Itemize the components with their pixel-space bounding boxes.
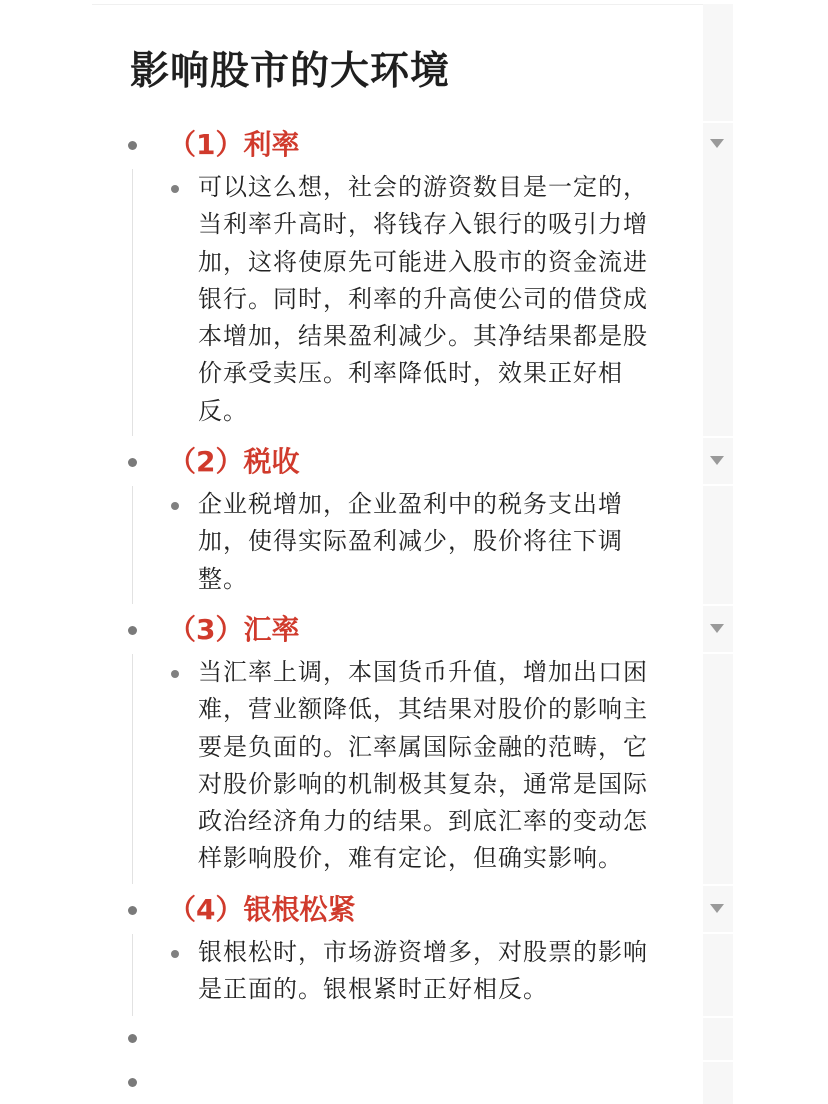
collapse-caret-icon[interactable]	[710, 456, 724, 465]
outline-section-tax	[0, 438, 828, 604]
indent-guide-line	[132, 654, 133, 884]
bullet-dot-icon[interactable]	[128, 458, 137, 467]
gutter-separator	[703, 1060, 733, 1062]
section-body-text: 企业税增加，企业盈利中的税务支出增加，使得实际盈利减少，股价将往下调整。	[198, 490, 623, 593]
bullet-dot-icon[interactable]	[171, 670, 179, 678]
outline-child-block	[0, 654, 828, 884]
bullet-dot-icon[interactable]	[128, 906, 137, 915]
bullet-dot-icon[interactable]	[171, 185, 179, 193]
outline-heading-row[interactable]	[0, 606, 828, 654]
outline-heading-row[interactable]	[0, 438, 828, 486]
top-divider	[92, 4, 732, 5]
outline-child-block	[0, 486, 828, 604]
empty-outline-item-bullet-icon[interactable]	[128, 1034, 137, 1043]
section-body-text: 当汇率上调，本国货币升值，增加出口困难，营业额降低，其结果对股价的影响主要是负面的。汇率属国际金融的范畴，它对股价影响的机制极其复杂，通常是国际政治经济角力的结果。到底汇率的变动怎样影响股价，难有定论，但确实影响。	[198, 658, 648, 873]
outline-heading-row[interactable]	[0, 886, 828, 934]
outline-heading-row[interactable]	[0, 121, 828, 169]
outline-section-exchange-rate	[0, 606, 828, 884]
indent-guide-line	[132, 934, 133, 1016]
collapse-caret-icon[interactable]	[710, 139, 724, 148]
outline-child-block	[0, 934, 828, 1016]
section-heading: （4）银根松紧	[168, 893, 356, 926]
outline-section-money-supply	[0, 886, 828, 1016]
page-title: 影响股市的大环境	[130, 49, 451, 94]
collapse-caret-icon[interactable]	[710, 904, 724, 913]
section-heading: （1）利率	[168, 128, 300, 161]
section-heading: （2）税收	[168, 445, 300, 478]
bullet-dot-icon[interactable]	[128, 141, 137, 150]
outline-section-interest-rate	[0, 121, 828, 436]
bullet-dot-icon[interactable]	[171, 502, 179, 510]
gutter-separator	[703, 1016, 733, 1018]
bullet-dot-icon[interactable]	[128, 626, 137, 635]
bullet-dot-icon[interactable]	[171, 950, 179, 958]
section-body-text: 银根松时，市场游资增多，对股票的影响是正面的。银根紧时正好相反。	[198, 938, 648, 1004]
indent-guide-line	[132, 169, 133, 436]
section-body-text: 可以这么想，社会的游资数目是一定的，当利率升高时，将钱存入银行的吸引力增加，这将使原先可能进入股市的资金流进银行。同时，利率的升高使公司的借贷成本增加，结果盈利减少。其净结果都是股价承受卖压。利率降低时，效果正好相反。	[198, 173, 648, 425]
section-heading: （3）汇率	[168, 613, 300, 646]
empty-outline-item-bullet-icon[interactable]	[128, 1078, 137, 1087]
indent-guide-line	[132, 486, 133, 604]
collapse-caret-icon[interactable]	[710, 624, 724, 633]
outline-child-block	[0, 169, 828, 436]
